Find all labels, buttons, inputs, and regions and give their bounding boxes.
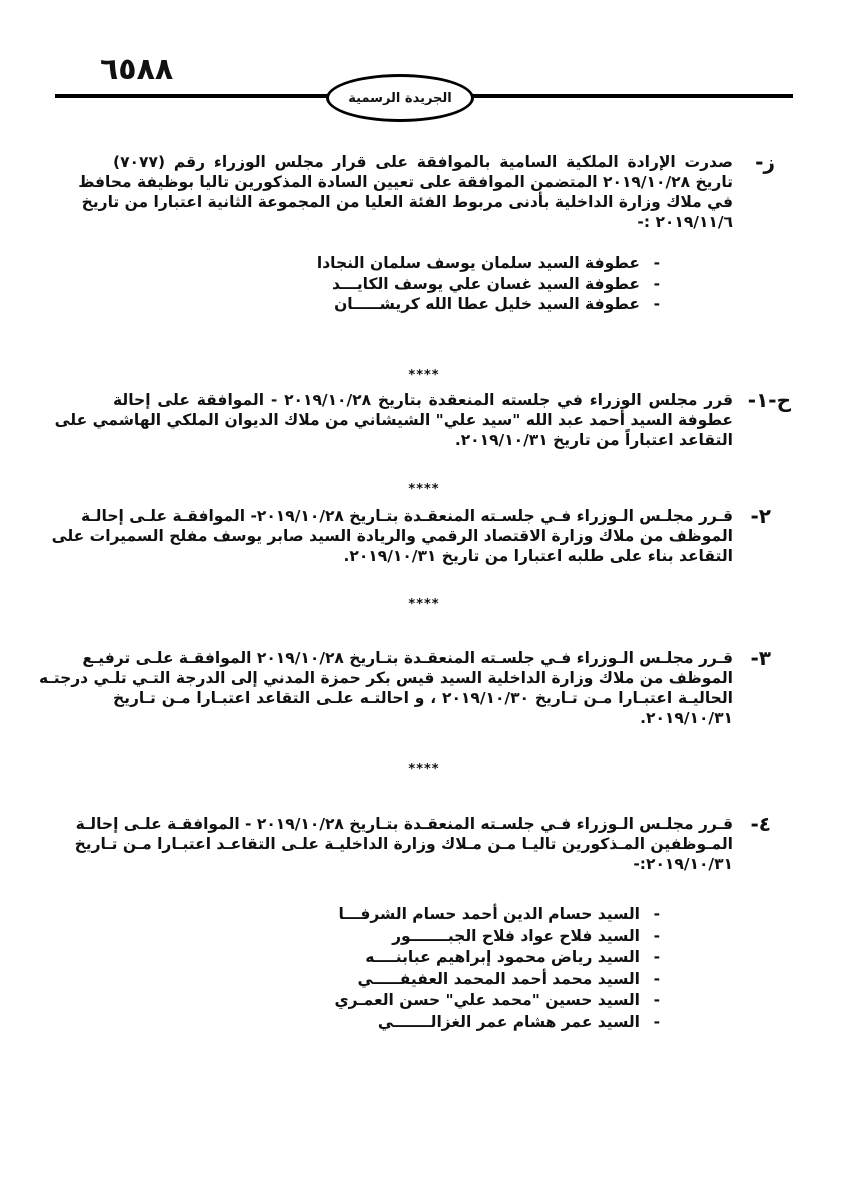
- section-marker: ٣-: [750, 646, 771, 670]
- list-item: -السيد عمر هشام عمر الغزالـــــــي: [377, 1012, 660, 1031]
- gazette-title-oval: [326, 74, 474, 122]
- paragraph-line: ٢٠١٩/١١/٦ :-: [637, 213, 733, 231]
- paragraph-line: الموظف من ملاك وزارة الاقتصاد الرقمي والريادة السيد صابر يوسف مفلح السميرات على: [51, 527, 733, 545]
- separator: ****: [408, 482, 440, 497]
- section-marker: ٤-: [750, 812, 771, 836]
- paragraph-line: التقاعد اعتباراً من تاريخ ٢٠١٩/١٠/٣١.: [454, 431, 733, 449]
- retirees-list: [334, 904, 660, 1033]
- list-item: -عطوفة السيد سلمان يوسف سلمان النجادا: [316, 254, 660, 272]
- paragraph-line: ٢٠١٩/١٠/٣١.: [640, 709, 733, 727]
- list-item: -السيد محمد أحمد المحمد العفيفـــــي: [357, 969, 660, 988]
- paragraph-line: الحاليـة اعتبـارا مـن تـاريخ ٢٠١٩/١٠/٣٠ ، و احالتـه علـى التقاعد اعتبـارا مـن تـاريخ: [113, 689, 733, 707]
- section-marker: ز-: [755, 150, 775, 174]
- page-number: ٦٥٨٨: [100, 52, 174, 87]
- separator: ****: [408, 762, 440, 777]
- separator: ****: [408, 368, 440, 383]
- list-item: -السيد فلاح عواد فلاح الجبـــــــور: [392, 926, 660, 945]
- paragraph-line: الموظف من ملاك وزارة الداخلية السيد قيس بكر حمزة المدني إلى الدرجة التـي تلـي درجتـه: [39, 669, 733, 687]
- paragraph-line: تاريخ ٢٠١٩/١٠/٢٨ المتضمن الموافقة على تعيين السادة المذكورين تاليا بوظيفة محافظ: [78, 173, 733, 191]
- section-marker: ٢-: [750, 504, 771, 528]
- paragraph-line: المـوظفين المـذكورين تاليـا مـن مـلاك وزارة الداخليـة علـى التقاعـد اعتبـارا مـن تـاريخ: [74, 835, 733, 853]
- paragraph-line: في ملاك وزارة الداخلية بأدنى مربوط الفئة العليا من المجموعة الثانية اعتبارا من تاريخ: [81, 193, 733, 211]
- section-z: [78, 150, 775, 232]
- separator: ****: [408, 597, 440, 612]
- list-item: -السيد حسام الدين أحمد حسام الشرفـــا: [338, 905, 660, 923]
- gazette-title: الجريدة الرسمية: [348, 90, 452, 106]
- paragraph-line: قـرر مجلـس الـوزراء فـي جلسـته المنعقـدة بتـاريخ ٢٠١٩/١٠/٢٨ - الموافقـة علـى إحالـة: [75, 815, 733, 833]
- list-item: -عطوفة السيد خليل عطا الله كريشـــــان: [334, 295, 660, 313]
- list-item: -السيد حسين "محمد علي" حسن العمـري: [334, 991, 660, 1009]
- paragraph-line: صدرت الإرادة الملكية السامية بالموافقة على قرار مجلس الوزراء رقم (٧٠٧٧): [113, 153, 733, 171]
- section-3: [39, 646, 771, 728]
- list-item: -السيد رياض محمود إبراهيم عبابنــــه: [365, 948, 660, 966]
- paragraph-line: عطوفة السيد أحمد عبد الله "سيد علي" الشيشاني من ملاك الديوان الملكي الهاشمي على: [54, 411, 733, 429]
- section-4: [74, 812, 771, 874]
- paragraph-line: قـرر مجلـس الـوزراء فـي جلسـته المنعقـدة بتـاريخ ٢٠١٩/١٠/٢٨ الموافقـة علـى ترفيـع: [82, 649, 733, 667]
- paragraph-line: ٢٠١٩/١٠/٣١:-: [633, 855, 733, 873]
- section-2: [51, 504, 771, 566]
- list-item: -عطوفة السيد غسان علي يوسف الكايـــد: [331, 274, 660, 293]
- paragraph-line: قرر مجلس الوزراء في جلسته المنعقدة بتاريخ ٢٠١٩/١٠/٢٨ - الموافقة على إحالة: [113, 391, 734, 409]
- section-h-1: [54, 388, 791, 450]
- appointees-list: [317, 253, 660, 315]
- paragraph-line: قـرر مجلـس الـوزراء فـي جلسـته المنعقـدة بتـاريخ ٢٠١٩/١٠/٢٨- الموافقـة علـى إحالـة: [80, 507, 733, 525]
- section-marker: ح-١-: [747, 388, 791, 412]
- paragraph-line: التقاعد بناء على طلبه اعتبارا من تاريخ ٢٠١٩/١٠/٣١.: [343, 547, 733, 565]
